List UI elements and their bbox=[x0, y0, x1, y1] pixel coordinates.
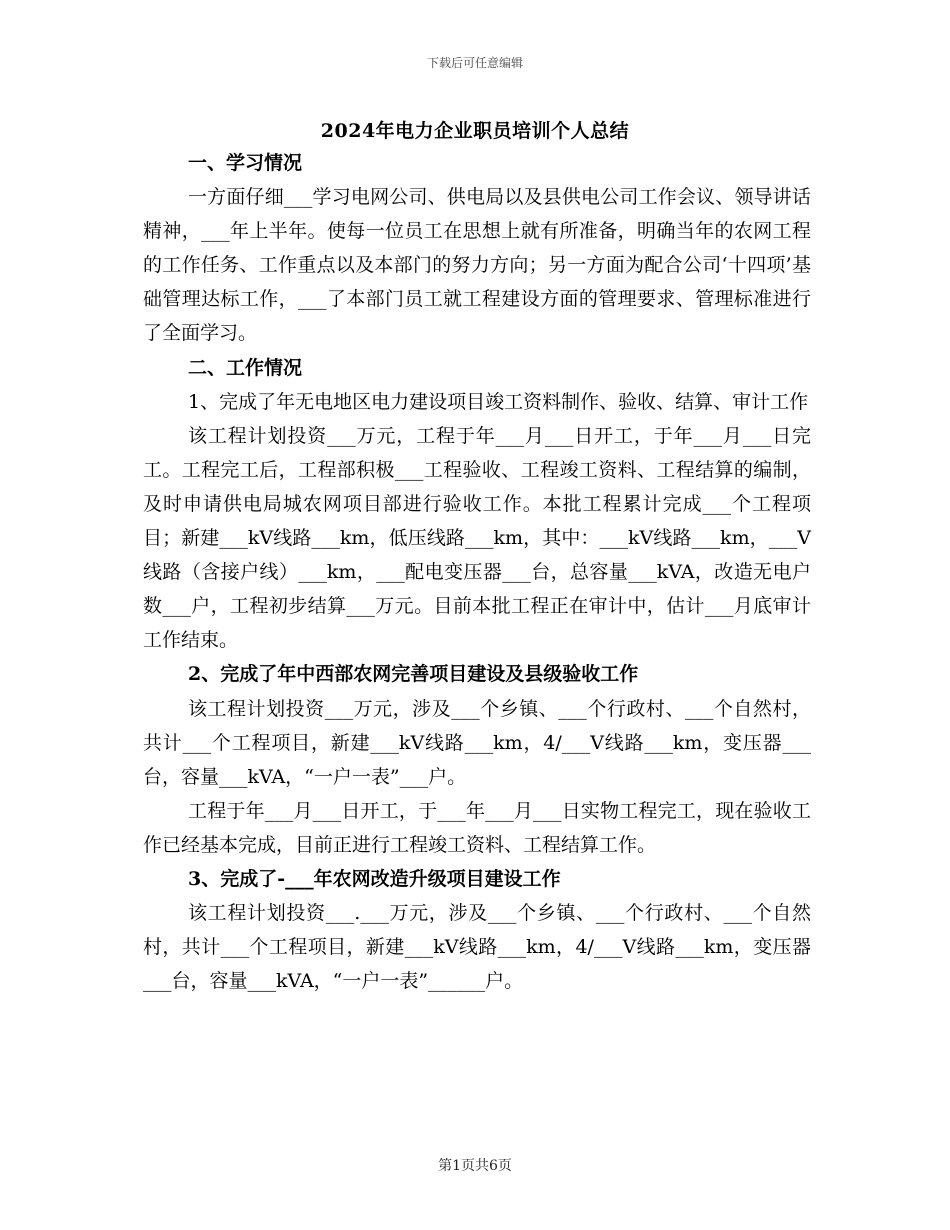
header-note: 下载后可任意编辑 bbox=[426, 56, 523, 70]
section-heading: 2、完成了年中西部农网完善项目建设及县级验收工作 bbox=[188, 663, 639, 686]
paragraph: 一方面仔细___学习电网公司、供电局以及县供电公司工作会议、领导讲话精神，___年上半年。使每一位员工在思想上就有所准备，明确当年的农网工程的工作任务、工作重点以及本部门的努力方向；另一方面为配合公司‘十四项’基础管理达标工作，___了本部门员工就工程建设方面的管理要求、管理标准进行了全面学习。 bbox=[143, 186, 811, 345]
paragraph: 该工程计划投资___.___万元，涉及___个乡镇、___个行政村、___个自然村，共计___个工程项目，新建___kV线路___km，4/___V线路___km，变压器___台，容量___kVA，“一户一表”______户。 bbox=[143, 902, 811, 993]
paragraph: 该工程计划投资___万元，涉及___个乡镇、___个行政村、___个自然村，共计___个工程项目，新建___kV线路___km，4/___V线路___km，变压器___台，容量___kVA，“一户一表”___户。 bbox=[143, 697, 811, 788]
document-title: 2024年电力企业职员培训个人总结 bbox=[320, 120, 630, 142]
document-body bbox=[143, 146, 811, 998]
paragraph: 1、完成了年无电地区电力建设项目竣工资料制作、验收、结算、审计工作 bbox=[188, 390, 809, 413]
page-footer: 第1页共6页 bbox=[438, 1158, 512, 1174]
section-heading: 3、完成了-___年农网改造升级项目建设工作 bbox=[188, 867, 561, 890]
paragraph: 该工程计划投资___万元，工程于年___月___日开工，于年___月___日完工。工程完工后，工程部积极___工程验收、工程竣工资料、工程结算的编制，及时申请供电局城农网项目部进行验收工作。本批工程累计完成___个工程项目；新建___kV线路___km，低压线路___km，其中：___kV线路___km，___V线路（含接户线）___km，___配电变压器___台，总容量___kVA，改造无电户数___户，工程初步结算___万元。目前本批工程正在审计中，估计___月底审计工作结束。 bbox=[143, 424, 811, 652]
paragraph: 工程于年___月___日开工，于___年___月___日实物工程完工，现在验收工作已经基本完成，目前正进行工程竣工资料、工程结算工作。 bbox=[143, 799, 811, 856]
section-heading: 二、工作情况 bbox=[188, 356, 303, 379]
section-heading: 一、学习情况 bbox=[188, 152, 303, 174]
